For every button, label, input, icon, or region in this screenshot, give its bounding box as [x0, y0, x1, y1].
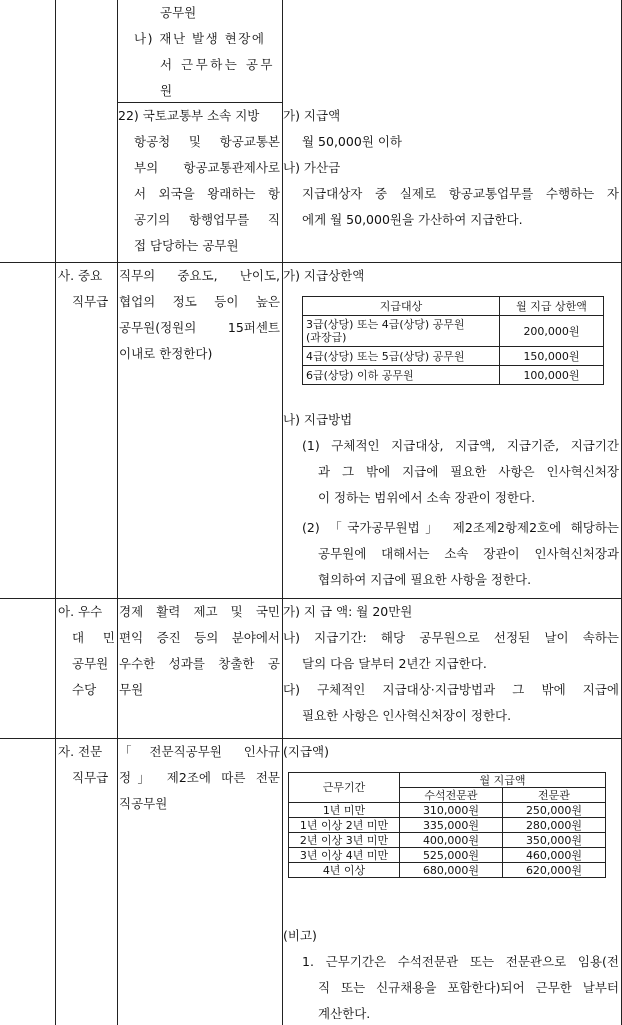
table-header: 월 지급액: [400, 773, 606, 788]
row1-line: 공무원: [160, 5, 197, 20]
ja-heading: (지급액): [283, 744, 329, 759]
sa-method1-line: (1) 구체적인 지급대상, 지급액, 지급기준, 지급기간: [302, 438, 619, 453]
a-label: 대 민: [72, 630, 115, 645]
table-row: [303, 316, 604, 347]
table-header: 전문관: [503, 788, 606, 803]
row22-target-line: 공기의 항행업무를 직: [134, 212, 280, 227]
table-row: [303, 366, 604, 385]
row22-target-line: 부의 항공교통관제사로: [134, 160, 280, 175]
table-cell: 280,000원: [503, 818, 606, 833]
row-divider: [0, 598, 622, 599]
ja-remark-heading: (비고): [283, 928, 317, 943]
table-cell: 680,000원: [400, 863, 503, 878]
a-target-line: 경제 활력 제고 및 국민: [119, 604, 280, 619]
row22-target-line: 22) 국토교통부 소속 지방: [118, 108, 260, 123]
row-divider: [117, 102, 282, 103]
table-cell: 150,000원: [500, 347, 604, 366]
a-target-line: 우수한 성과를 창출한 공: [119, 656, 280, 671]
row22-target-line: 서 외국을 왕래하는 항: [134, 186, 280, 201]
sa-target-line: 이내로 한정한다): [119, 346, 213, 361]
a-target-line: 편익 증진 등의 분야에서: [119, 630, 280, 645]
a-content-line: 다) 구체적인 지급대상·지급방법과 그 밖에 지급에: [283, 682, 619, 697]
row22-content-line: 가) 지급액: [283, 108, 341, 123]
table-header: 지급대상: [303, 297, 500, 316]
table-row: [303, 347, 604, 366]
table-cell: 620,000원: [503, 863, 606, 878]
table-header: 월 지급 상한액: [500, 297, 604, 316]
table-cell: 400,000원: [400, 833, 503, 848]
sa-label: 사. 중요: [58, 268, 103, 283]
a-target-line: 무원: [119, 682, 144, 697]
ja-label: 직무급: [72, 770, 109, 785]
col-line-left: [55, 0, 56, 1025]
ja-target-line: 「전문직공무원 인사규: [119, 744, 280, 759]
sa-target-line: 협업의 정도 등이 높은: [119, 294, 280, 309]
a-label: 공무원: [72, 656, 109, 671]
table-row: [289, 863, 606, 878]
sa-method1-line: 이 정하는 범위에서 소속 장관이 정한다.: [318, 490, 536, 505]
sa-method2-line: (2) 「국가공무원법」 제2조제2항제2호에 해당하는: [302, 520, 619, 535]
table-cell: 335,000원: [400, 818, 503, 833]
table-cell: 200,000원: [500, 316, 604, 347]
ja-target-line: 정」 제2조에 따른 전문: [119, 770, 280, 785]
col-line-target: [282, 0, 283, 1025]
table-cell: 1년 미만: [289, 803, 400, 818]
ja-amount-table: [288, 772, 606, 878]
ja-remark-line: 1. 근무기간은 수석전문관 또는 전문관으로 임용(전: [302, 954, 619, 969]
sa-label: 직무급: [72, 294, 109, 309]
sa-target-line: 공무원(정원의 15퍼센트: [119, 320, 280, 335]
table-cell: 250,000원: [503, 803, 606, 818]
sa-heading-b: 나) 지급방법: [283, 412, 353, 427]
table-row: [289, 818, 606, 833]
row22-target-line: 접 담당하는 공무원: [134, 238, 239, 253]
table-row: [289, 803, 606, 818]
table-cell: 350,000원: [503, 833, 606, 848]
row1-line: 나) 재난 발생 현장에: [134, 31, 266, 46]
a-label: 아. 우수: [58, 604, 103, 619]
table-cell: 1년 이상 2년 미만: [289, 818, 400, 833]
a-content-line: 달의 다음 달부터 2년간 지급한다.: [302, 656, 487, 671]
row-divider: [0, 262, 622, 263]
table-row: [289, 848, 606, 863]
sa-method2-line: 공무원에 대해서는 소속 장관이 인사혁신처장과: [318, 546, 619, 561]
ja-remark-line: 직 또는 신규채용을 포함한다)되어 근무한 날부터: [318, 980, 619, 995]
row1-line: 서 근무하는 공무: [160, 57, 275, 72]
col-line-label: [117, 0, 118, 1025]
a-content-line: 나) 지급기간: 해당 공무원으로 선정된 날이 속하는: [283, 630, 619, 645]
a-content-line: 가) 지 급 액: 월 20만원: [283, 604, 413, 619]
row1-line: 원: [160, 83, 173, 98]
sa-target-line: 직무의 중요도, 난이도,: [119, 268, 280, 283]
table-cell: 4급(상당) 또는 5급(상당) 공무원: [303, 347, 500, 366]
cell-text: 3급(상당) 또는 4급(상당) 공무원: [306, 318, 465, 331]
table-cell: 525,000원: [400, 848, 503, 863]
row22-content-line: 나) 가산금: [283, 160, 341, 175]
table-cell: 4년 이상: [289, 863, 400, 878]
table-header: 수석전문관: [400, 788, 503, 803]
table-cell: [303, 316, 500, 347]
ja-remark-line: 계산한다.: [318, 1006, 371, 1021]
row22-content-line: 지급대상자 중 실제로 항공교통업무를 수행하는 자: [302, 186, 619, 201]
sa-heading-a: 가) 지급상한액: [283, 268, 365, 283]
row22-content-line: 에게 월 50,000원을 가산하여 지급한다.: [302, 212, 523, 227]
row22-content-line: 월 50,000원 이하: [302, 134, 402, 149]
table-cell: 2년 이상 3년 미만: [289, 833, 400, 848]
table-cell: 460,000원: [503, 848, 606, 863]
table-cell: 100,000원: [500, 366, 604, 385]
table-header: 근무기간: [289, 773, 400, 803]
row22-target-line: 항공청 및 항공교통본: [134, 134, 280, 149]
ja-target-line: 직공무원: [119, 796, 168, 811]
sa-amount-table: [302, 296, 604, 385]
sa-method2-line: 협의하여 지급에 필요한 사항을 정한다.: [318, 572, 532, 587]
cell-text: (과장급): [306, 331, 347, 344]
row-divider: [0, 738, 622, 739]
sa-method1-line: 과 그 밖에 지급에 필요한 사항은 인사혁신처장: [318, 464, 619, 479]
table-cell: 3년 이상 4년 미만: [289, 848, 400, 863]
table-cell: 310,000원: [400, 803, 503, 818]
table-row: [289, 833, 606, 848]
a-content-line: 필요한 사항은 인사혁신처장이 정한다.: [302, 708, 512, 723]
ja-label: 자. 전문: [58, 744, 103, 759]
a-label: 수당: [72, 682, 97, 697]
table-cell: 6급(상당) 이하 공무원: [303, 366, 500, 385]
